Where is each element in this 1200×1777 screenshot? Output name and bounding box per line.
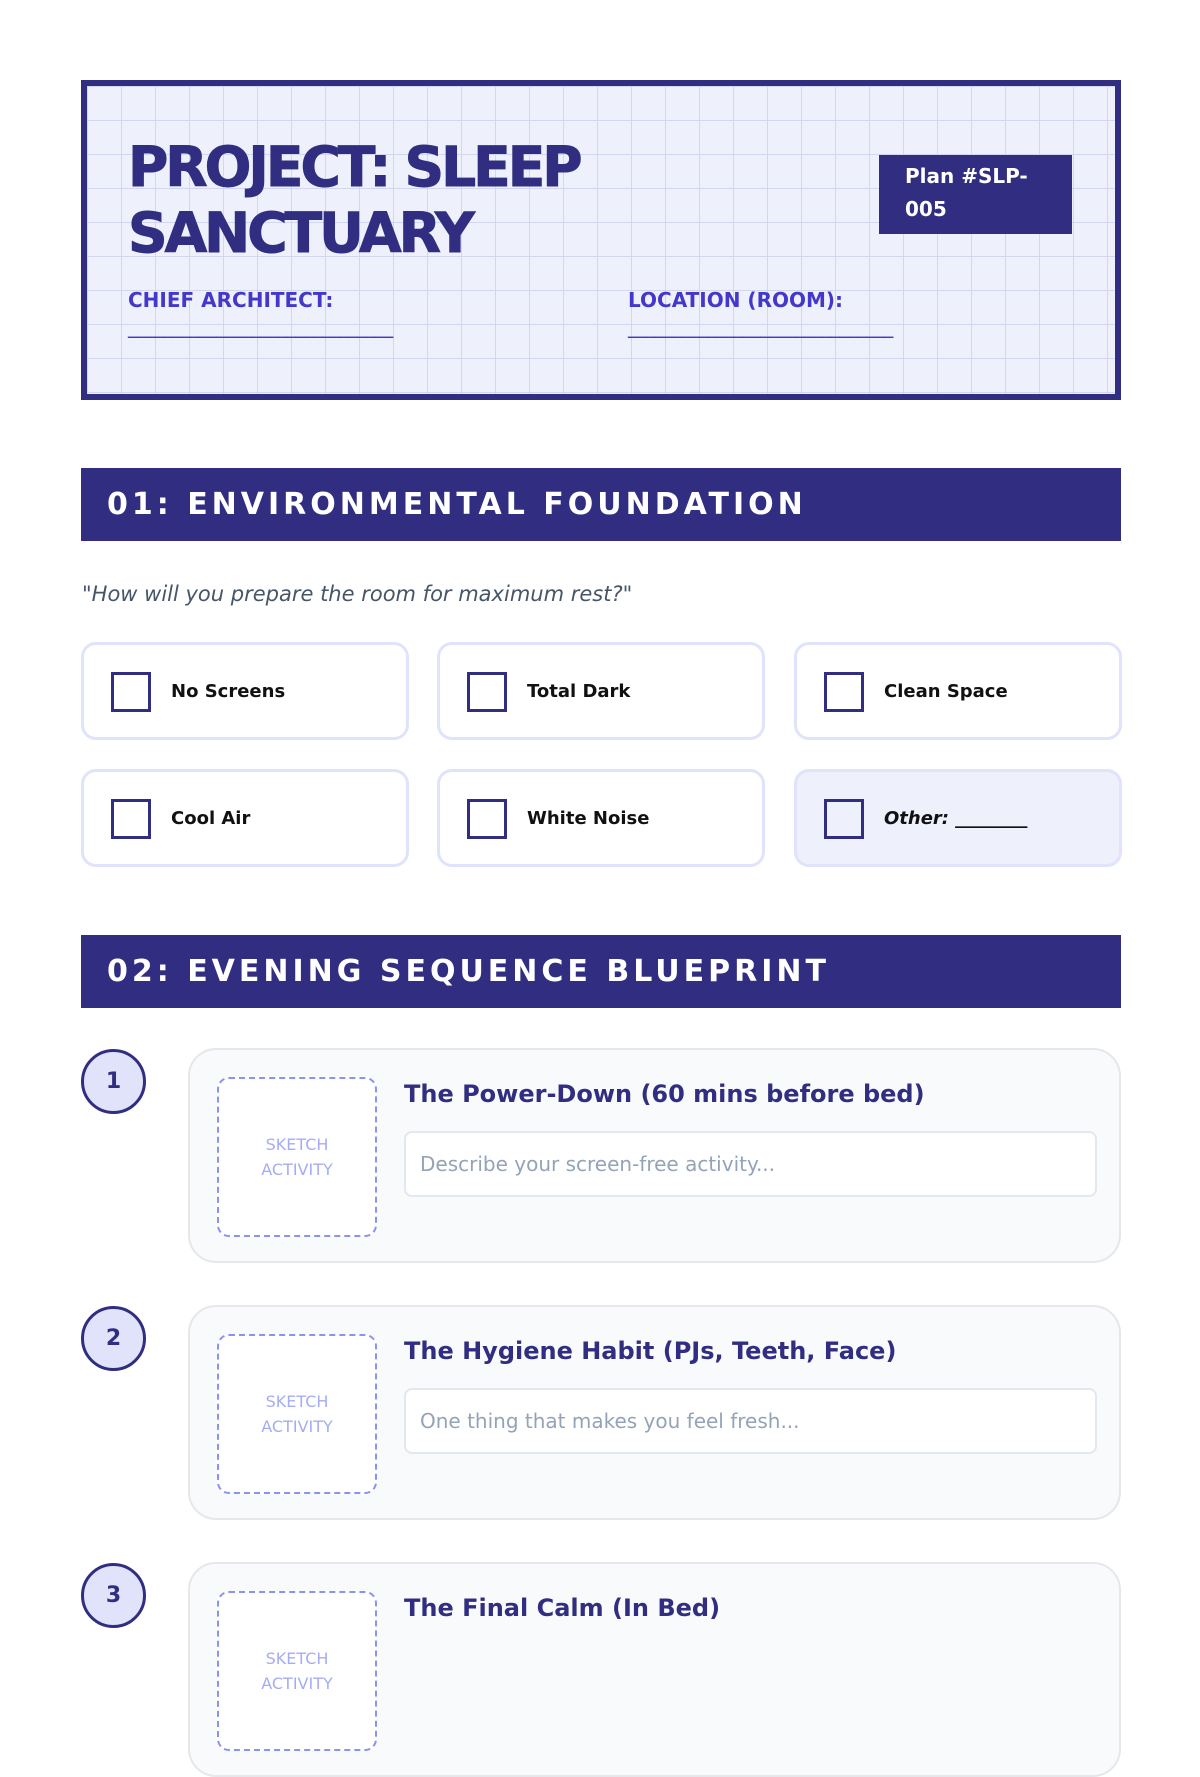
step-title: The Final Calm (In Bed) (404, 1594, 721, 1622)
plan-badge-line-2: 005 (905, 197, 947, 221)
option-clean-space[interactable] (794, 642, 1122, 740)
checkbox[interactable] (111, 799, 151, 839)
checkbox[interactable] (824, 672, 864, 712)
step-title: The Power-Down (60 mins before bed) (404, 1080, 925, 1108)
location-field[interactable]: ______________________________ (628, 314, 893, 338)
option-label: No Screens (171, 681, 286, 702)
title-line-1: PROJECT: SLEEP (128, 135, 580, 199)
project-header (81, 80, 1121, 400)
option-label: Cool Air (171, 808, 251, 829)
option-white-noise[interactable] (437, 769, 765, 867)
checkbox[interactable] (111, 672, 151, 712)
step-number-badge: 3 (81, 1563, 146, 1628)
plan-number-badge (879, 155, 1072, 234)
chief-architect-field[interactable]: ______________________________ (128, 314, 393, 338)
option-total-dark[interactable] (437, 642, 765, 740)
step-title: The Hygiene Habit (PJs, Teeth, Face) (404, 1337, 897, 1365)
option-label: Clean Space (884, 681, 1008, 702)
sketch-activity-box[interactable]: SKETCH ACTIVITY (217, 1591, 377, 1751)
location-label: LOCATION (ROOM): (628, 288, 844, 312)
option-other[interactable] (794, 769, 1122, 867)
step-card (188, 1305, 1121, 1520)
step-number-badge: 2 (81, 1306, 146, 1371)
checkbox[interactable] (467, 672, 507, 712)
step-number-badge: 1 (81, 1049, 146, 1114)
section-evening-sequence-header: 02: EVENING SEQUENCE BLUEPRINT (81, 935, 1121, 1008)
sketch-activity-box[interactable]: SKETCH ACTIVITY (217, 1334, 377, 1494)
section-prompt-quote: "How will you prepare the room for maximum rest?" (82, 582, 633, 606)
checkbox[interactable] (467, 799, 507, 839)
step-card (188, 1048, 1121, 1263)
step-activity-input[interactable] (404, 1131, 1097, 1197)
checkbox[interactable] (824, 799, 864, 839)
option-label: Other: ________ (884, 808, 1028, 829)
chief-architect-label: CHIEF ARCHITECT: (128, 288, 334, 312)
step-activity-input[interactable] (404, 1388, 1097, 1454)
step-card (188, 1562, 1121, 1777)
page-title (128, 134, 688, 266)
title-line-2: SANCTUARY (128, 201, 472, 265)
section-environmental-foundation-header: 01: ENVIRONMENTAL FOUNDATION (81, 468, 1121, 541)
option-no-screens[interactable] (81, 642, 409, 740)
option-label: White Noise (527, 808, 650, 829)
option-label: Total Dark (527, 681, 631, 702)
sketch-activity-box[interactable]: SKETCH ACTIVITY (217, 1077, 377, 1237)
option-cool-air[interactable] (81, 769, 409, 867)
plan-badge-line-1: Plan #SLP- (905, 164, 1028, 188)
